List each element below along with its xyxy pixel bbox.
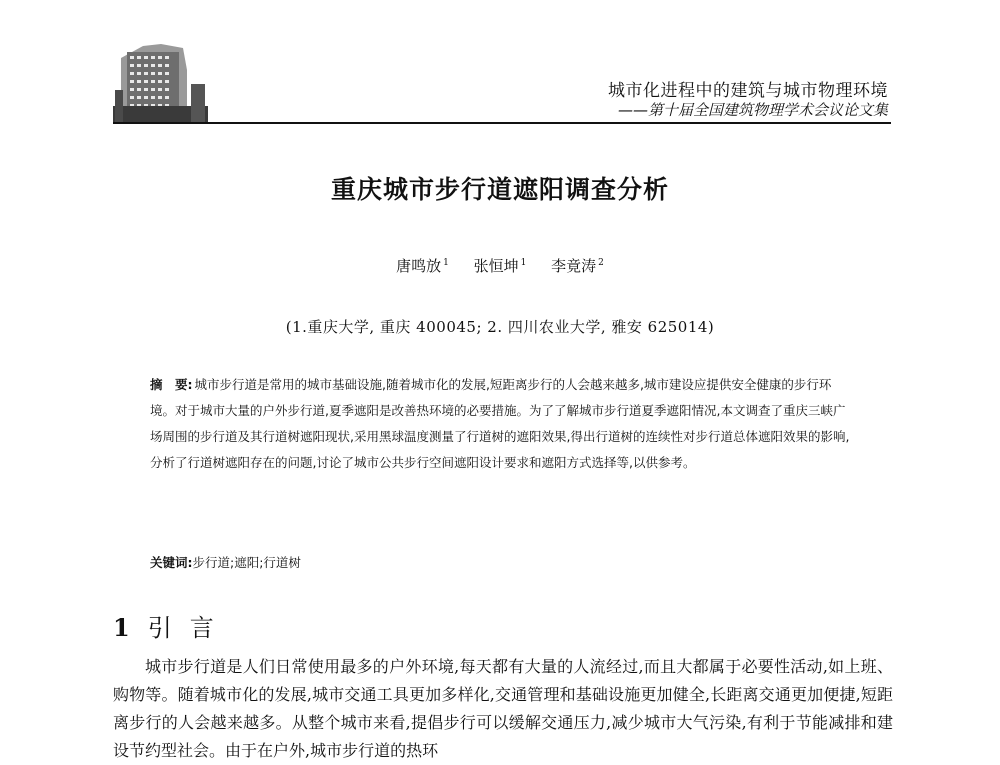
author — [551, 257, 604, 275]
keywords-text: 步行道;遮阳;行道树 — [192, 555, 301, 570]
author — [474, 257, 527, 275]
header-title: 城市化进程中的建筑与城市物理环境 — [608, 81, 888, 101]
section-number: 1 — [113, 613, 130, 642]
keywords-label: 关键词: — [150, 555, 193, 570]
author-affil-mark: 2 — [598, 258, 604, 268]
affiliation: (1.重庆大学, 重庆 400045; 2. 四川农业大学, 雅安 625014) — [285, 318, 715, 336]
body-paragraph: 城市步行道是人们日常使用最多的户外环境,每天都有大量的人流经过,而且大都属于必要性活动,如上班、购物等。随着城市化的发展,城市交通工具更加多样化,交通管理和基础设施更加健全,长距离交通更加便捷,短距离步行的人会越来越多。从整个城市来看,提倡步行可以缓解交通压力,减少城市大气污染,有利于节能减排和建设节约型社会。由于在户外,城市步行道的热环 — [113, 657, 893, 760]
author-name: 唐鸣放 — [396, 257, 442, 275]
keywords — [150, 553, 850, 571]
abstract-label: 摘 要: — [150, 377, 193, 392]
author-affil-mark: 1 — [520, 258, 527, 268]
abstract-text: 城市步行道是常用的城市基础设施,随着城市化的发展,短距离步行的人会越来越多,城市建设应提供安全健康的步行环境。对于城市大量的户外步行道,夏季遮阳是改善热环境的必要措施。为了了解城市步行道夏季遮阳情况,本文调查了重庆三峡广场周围的步行道及其行道树遮阳现状,采用黑球温度测量了行道树的遮阳效果,得出行道树的连续性对步行道总体遮阳效果的影响,分析了行道树遮阳存在的问题,讨论了城市公共步行空间遮阳设计要求和遮阳方式选择等,以供参考。 — [150, 377, 850, 470]
section-heading — [113, 608, 232, 643]
section-title: 引言 — [147, 614, 232, 642]
header-divider — [113, 122, 891, 124]
author-list — [0, 255, 1000, 276]
author-name: 张恒坤 — [473, 257, 519, 275]
paper-title: 重庆城市步行道遮阳调查分析 — [330, 175, 669, 204]
building-logo-icon — [113, 40, 208, 122]
abstract — [150, 372, 850, 476]
header-subtitle: ——第十届全国建筑物理学术会议论文集 — [617, 101, 888, 119]
author — [396, 257, 449, 275]
author-name: 李竟涛 — [551, 257, 597, 275]
author-affil-mark: 1 — [443, 258, 449, 268]
